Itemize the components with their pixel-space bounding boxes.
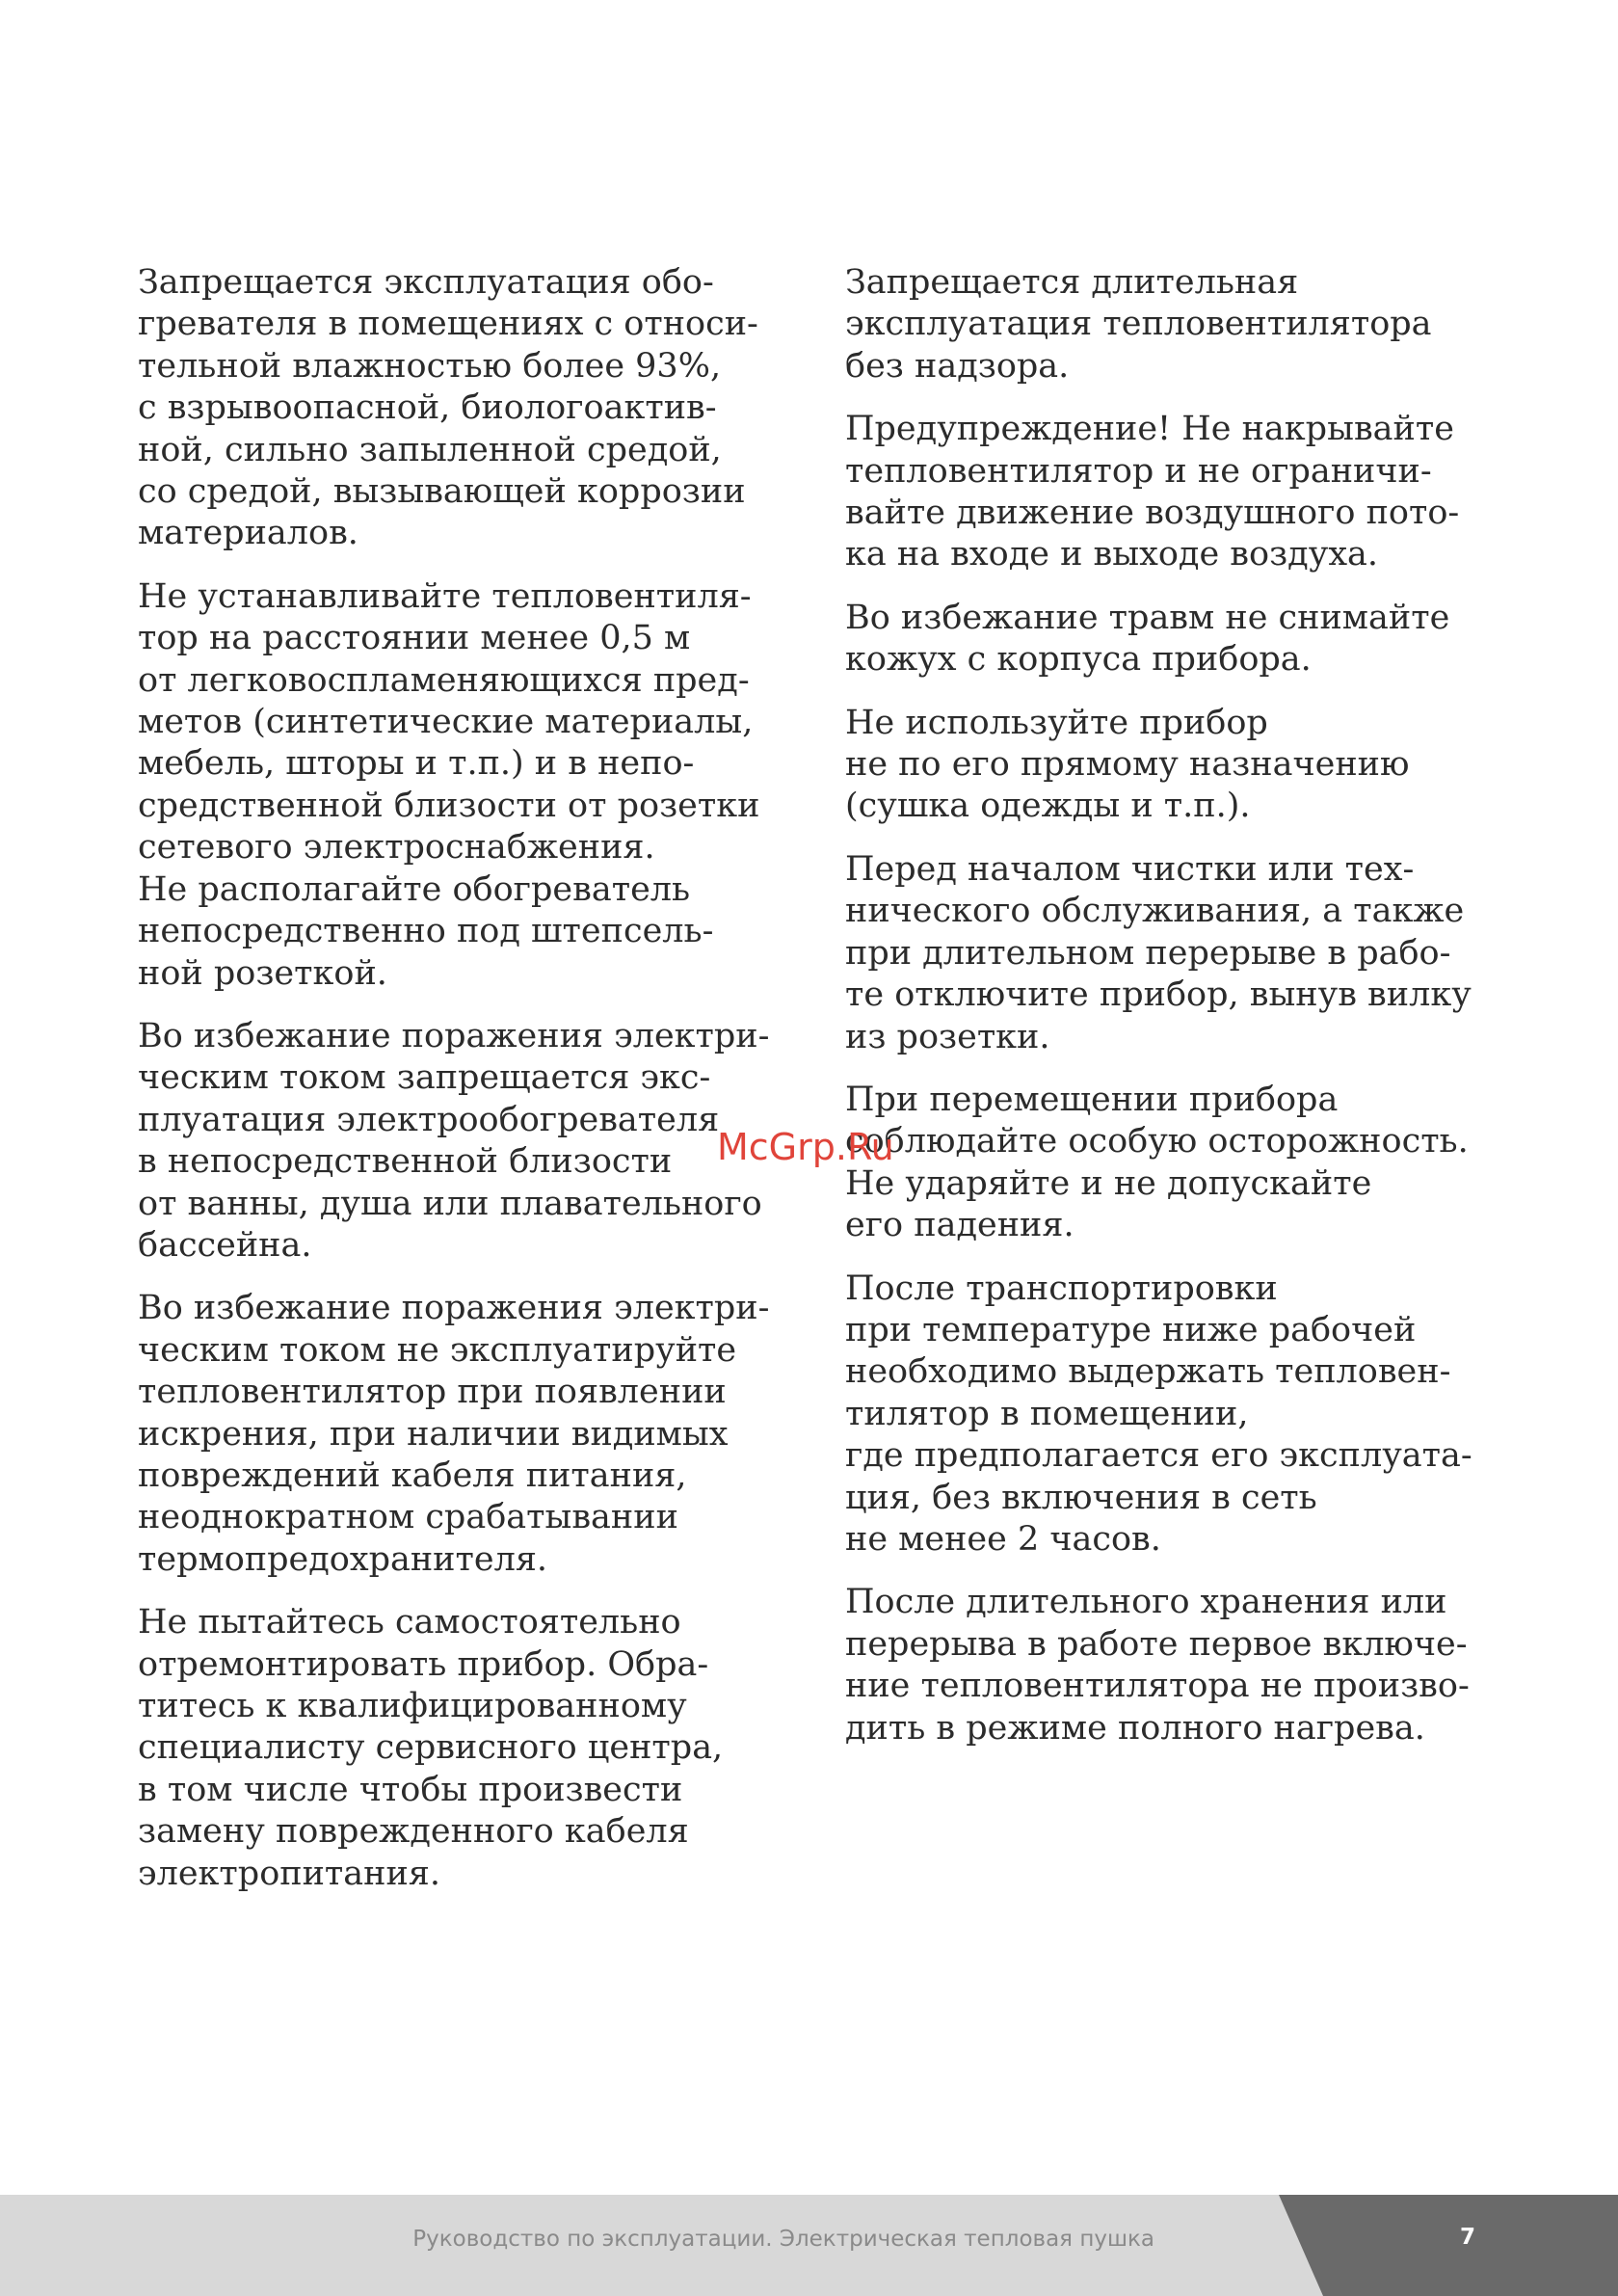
text-line: После транспортировки — [845, 1268, 1278, 1308]
paragraph — [845, 703, 1520, 828]
left-column — [138, 262, 793, 1916]
text-line: в том числе чтобы произвести — [138, 1770, 683, 1809]
text-line: электропитания. — [138, 1854, 441, 1893]
text-line: неоднократном срабатывании — [138, 1498, 678, 1537]
text-line: специалисту сервисного центра, — [138, 1728, 724, 1768]
paragraph — [138, 576, 793, 995]
text-line: при температуре ниже рабочей — [845, 1310, 1417, 1349]
text-line: с взрывоопасной, биологоактив- — [138, 388, 717, 428]
paragraph — [845, 849, 1520, 1058]
text-line: титесь к квалифицированному — [138, 1687, 687, 1725]
right-column — [845, 262, 1520, 1771]
text-line: Не используйте прибор — [845, 703, 1268, 742]
page-footer — [0, 2195, 1618, 2296]
text-line: вайте движение воздушного пото- — [845, 494, 1460, 533]
text-line: не по его прямому назначению — [845, 745, 1410, 785]
text-line: непосредственно под штепсель- — [138, 912, 714, 951]
text-line: материалов. — [138, 514, 358, 553]
text-line: соблюдайте особую осторожность. — [845, 1122, 1469, 1161]
text-line: эксплуатация тепловентилятора — [845, 305, 1432, 344]
text-line: тепловентилятор при появлении — [138, 1373, 727, 1412]
text-line: Не ударяйте и не допускайте — [845, 1163, 1372, 1203]
text-line: После длительного хранения или — [845, 1583, 1447, 1622]
text-line: ной, сильно запыленной средой, — [138, 430, 722, 469]
text-line: Во избежание поражения электри- — [138, 1016, 770, 1055]
paragraph — [845, 262, 1520, 387]
text-line: от ванны, душа или плавательного — [138, 1184, 762, 1223]
text-line: Во избежание травм не снимайте — [845, 598, 1450, 637]
text-line: со средой, вызывающей коррозии — [138, 472, 746, 512]
text-line: отремонтировать прибор. Обра- — [138, 1644, 709, 1684]
page-number: 7 — [1460, 2225, 1476, 2250]
text-line: перерыва в работе первое включе- — [845, 1624, 1468, 1664]
footer-page-tab — [1279, 2195, 1618, 2296]
text-line: не менее 2 часов. — [845, 1519, 1161, 1559]
text-line: ние тепловентилятора не произво- — [845, 1667, 1470, 1706]
text-line: (сушка одежды и т.п.). — [845, 787, 1251, 826]
text-line: искрения, при наличии видимых — [138, 1414, 729, 1454]
text-line: те отключите прибор, вынув вилку — [845, 975, 1472, 1015]
text-line: тилятор в помещении, — [845, 1394, 1249, 1433]
text-line: Во избежание поражения электри- — [138, 1289, 770, 1328]
paragraph — [138, 1602, 793, 1895]
text-line: в непосредственной близости — [138, 1142, 673, 1182]
text-line: При перемещении прибора — [845, 1080, 1339, 1119]
text-line: плуатация электрообогревателя — [138, 1100, 720, 1139]
paragraph — [138, 262, 793, 555]
text-line: из розетки. — [845, 1017, 1050, 1056]
text-line: метов (синтетические материалы, — [138, 703, 754, 742]
text-line: Запрещается эксплуатация обо- — [138, 263, 714, 302]
text-line: тепловентилятор и не ограничи- — [845, 451, 1432, 491]
text-line: при длительном перерыве в рабо- — [845, 933, 1451, 973]
text-line: замену поврежденного кабеля — [138, 1812, 689, 1852]
text-line: ка на входе и выходе воздуха. — [845, 535, 1379, 574]
text-line: Не устанавливайте тепловентиля- — [138, 576, 752, 616]
text-line: сетевого электроснабжения. — [138, 828, 655, 868]
text-line: без надзора. — [845, 346, 1070, 386]
text-line: повреждений кабеля питания, — [138, 1455, 687, 1495]
text-line: гревателя в помещениях с относи- — [138, 305, 758, 344]
text-line: Не располагайте обогреватель — [138, 869, 691, 909]
text-line: от легковоспламеняющихся пред- — [138, 660, 750, 700]
text-line: тор на расстоянии менее 0,5 м — [138, 619, 691, 658]
footer-title: Руководство по эксплуатации. Электрическая тепловая пушка — [412, 2227, 1154, 2252]
text-line: нического обслуживания, а также — [845, 892, 1465, 931]
text-line: дить в режиме полного нагрева. — [845, 1708, 1425, 1748]
text-line: ной розеткой. — [138, 953, 387, 993]
text-line: ческим током не эксплуатируйте — [138, 1330, 737, 1370]
text-line: где предполагается его эксплуата- — [845, 1436, 1472, 1476]
watermark: McGrp.Ru — [717, 1126, 894, 1168]
paragraph — [845, 1582, 1520, 1749]
text-line: необходимо выдержать тепловен- — [845, 1352, 1451, 1392]
text-line: Запрещается длительная — [845, 263, 1299, 302]
text-line: средственной близости от розетки — [138, 786, 760, 825]
text-line: ция, без включения в сеть — [845, 1478, 1317, 1517]
text-line: Предупреждение! Не накрывайте — [845, 410, 1454, 449]
text-line: термопредохранителя. — [138, 1539, 548, 1579]
paragraph — [845, 598, 1520, 681]
text-line: ческим током запрещается экс- — [138, 1058, 711, 1098]
text-line: кожух с корпуса прибора. — [845, 640, 1312, 680]
paragraph — [845, 1268, 1520, 1562]
paragraph — [138, 1288, 793, 1581]
paragraph — [845, 1080, 1520, 1247]
text-line: бассейна. — [138, 1225, 312, 1265]
paragraph — [138, 1016, 793, 1267]
text-line: мебель, шторы и т.п.) и в непо- — [138, 744, 695, 784]
text-line: тельной влажностью более 93%, — [138, 346, 722, 386]
text-line: его падения. — [845, 1206, 1074, 1245]
text-line: Перед началом чистки или тех- — [845, 849, 1415, 889]
paragraph — [845, 409, 1520, 576]
text-line: Не пытайтесь самостоятельно — [138, 1603, 681, 1642]
